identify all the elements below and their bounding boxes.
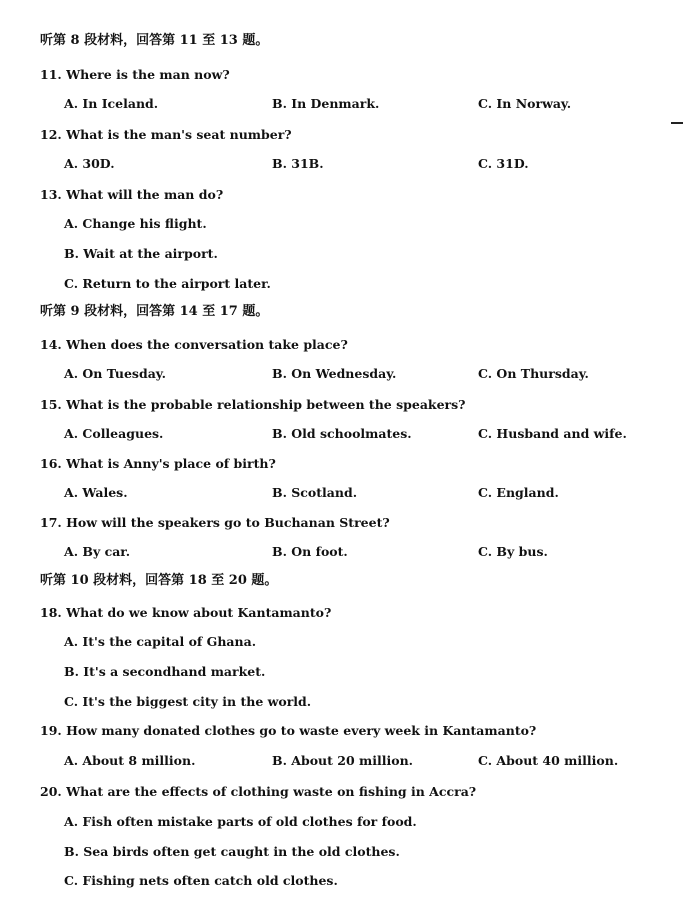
option-14-b: B. On Wednesday. bbox=[272, 366, 397, 381]
option-15-c: C. Husband and wife. bbox=[478, 426, 627, 441]
margin-dash-mark bbox=[671, 122, 683, 124]
question-15: 15. What is the probable relationship between the speakers? bbox=[40, 397, 466, 412]
option-20-c: C. Fishing nets often catch old clothes. bbox=[64, 873, 338, 888]
option-17-b: B. On foot. bbox=[272, 544, 348, 559]
option-14-a: A. On Tuesday. bbox=[64, 366, 166, 381]
option-16-b: B. Scotland. bbox=[272, 485, 358, 500]
option-16-a: A. Wales. bbox=[64, 485, 128, 500]
option-11-b: B. In Denmark. bbox=[272, 96, 380, 111]
question-17: 17. How will the speakers go to Buchanan Street? bbox=[40, 515, 390, 530]
option-14-c: C. On Thursday. bbox=[478, 366, 589, 381]
option-13-a: A. Change his flight. bbox=[64, 216, 207, 231]
option-12-b: B. 31B. bbox=[272, 156, 324, 171]
option-18-c: C. It's the biggest city in the world. bbox=[64, 694, 312, 709]
option-13-b: B. Wait at the airport. bbox=[64, 246, 218, 261]
options-14 bbox=[64, 363, 684, 385]
option-18-a: A. It's the capital of Ghana. bbox=[64, 634, 257, 649]
option-17-c: C. By bus. bbox=[478, 544, 548, 559]
section-heading-10: 听第 10 段材料，回答第 18 至 20 题。 bbox=[40, 573, 278, 588]
question-20: 20. What are the effects of clothing waste on fishing in Accra? bbox=[40, 784, 477, 799]
option-15-b: B. Old schoolmates. bbox=[272, 426, 412, 441]
question-13: 13. What will the man do? bbox=[40, 187, 224, 202]
section-heading-8: 听第 8 段材料，回答第 11 至 13 题。 bbox=[40, 33, 269, 48]
question-12: 12. What is the man's seat number? bbox=[40, 127, 292, 142]
option-15-a: A. Colleagues. bbox=[64, 426, 164, 441]
options-17 bbox=[64, 541, 684, 563]
question-11: 11. Where is the man now? bbox=[40, 67, 230, 82]
option-17-a: A. By car. bbox=[64, 544, 131, 559]
option-13-c: C. Return to the airport later. bbox=[64, 276, 271, 291]
option-19-b: B. About 20 million. bbox=[272, 753, 414, 768]
options-15 bbox=[64, 423, 684, 445]
options-11 bbox=[64, 93, 684, 115]
section-heading-9: 听第 9 段材料，回答第 14 至 17 题。 bbox=[40, 304, 269, 319]
option-19-a: A. About 8 million. bbox=[64, 753, 196, 768]
question-14: 14. When does the conversation take place? bbox=[40, 337, 348, 352]
option-16-c: C. England. bbox=[478, 485, 559, 500]
question-19: 19. How many donated clothes go to waste every week in Kantamanto? bbox=[40, 723, 537, 738]
option-18-b: B. It's a secondhand market. bbox=[64, 664, 266, 679]
options-16 bbox=[64, 482, 684, 504]
option-12-c: C. 31D. bbox=[478, 156, 529, 171]
option-20-a: A. Fish often mistake parts of old clothes for food. bbox=[64, 814, 417, 829]
options-19 bbox=[64, 750, 684, 772]
option-11-a: A. In Iceland. bbox=[64, 96, 159, 111]
question-18: 18. What do we know about Kantamanto? bbox=[40, 605, 332, 620]
option-20-b: B. Sea birds often get caught in the old clothes. bbox=[64, 844, 400, 859]
question-16: 16. What is Anny's place of birth? bbox=[40, 456, 276, 471]
option-12-a: A. 30D. bbox=[64, 156, 115, 171]
option-11-c: C. In Norway. bbox=[478, 96, 572, 111]
options-12 bbox=[64, 153, 684, 175]
option-19-c: C. About 40 million. bbox=[478, 753, 619, 768]
